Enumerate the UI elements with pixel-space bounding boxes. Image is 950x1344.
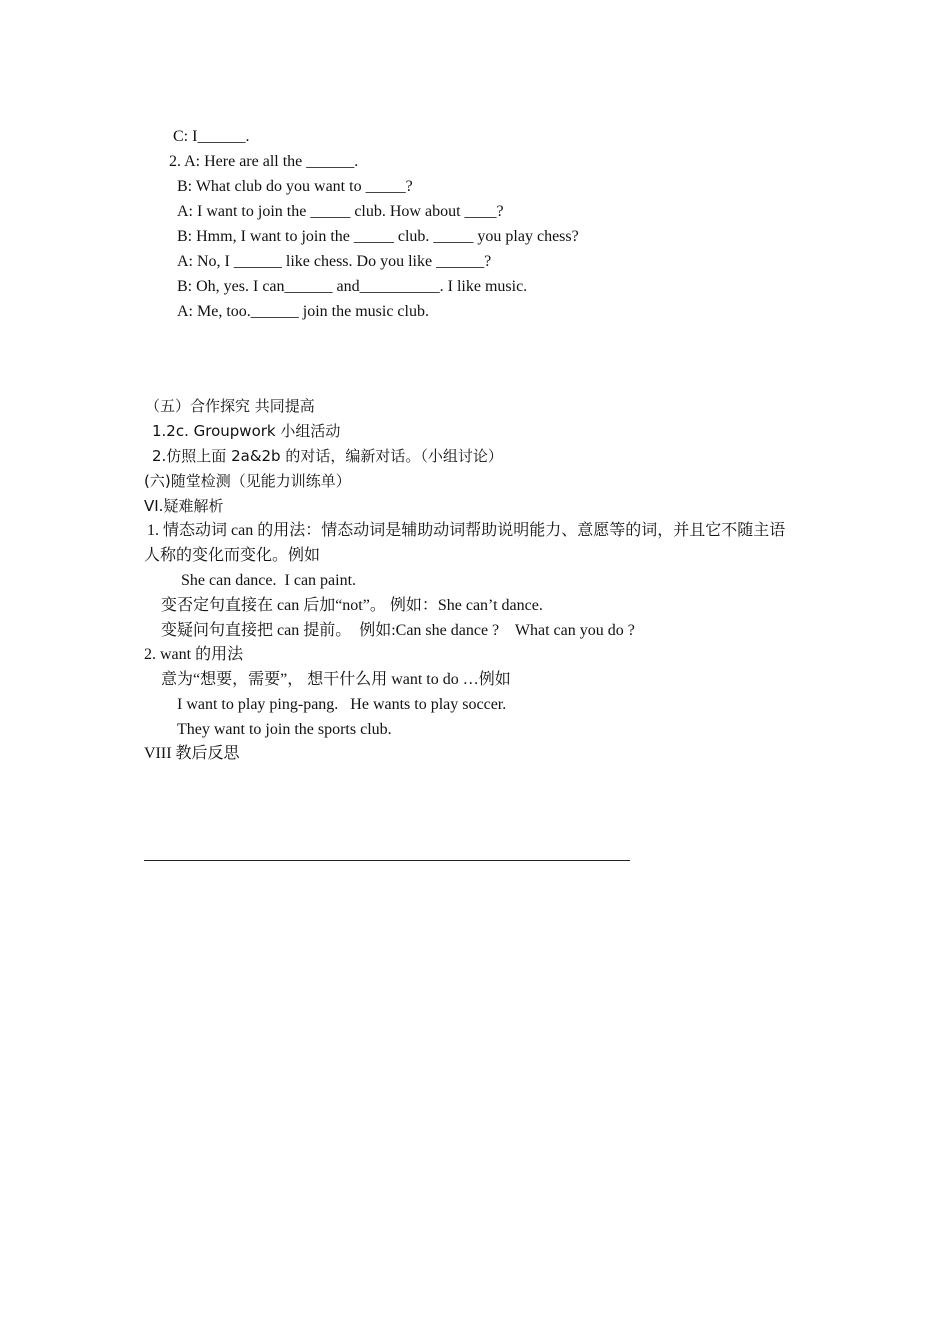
section-vi-heading: VI.疑难解析	[144, 497, 224, 515]
want-example-2: They want to join the sports club.	[177, 721, 392, 738]
want-usage-description: 意为“想要，需要”， 想干什么用 want to do …例如	[161, 671, 511, 688]
dialogue-line-2a: 2. A: Here are all the ______.	[169, 153, 359, 170]
groupwork-item: 1.2c. Groupwork 小组活动	[152, 422, 341, 440]
dialogue-line-a2: A: No, I ______ like chess. Do you like ______?	[177, 253, 492, 270]
reflection-blank-line	[144, 860, 630, 861]
dialogue-line-a3: A: Me, too.______ join the music club.	[177, 303, 429, 320]
dialogue-line-b1: B: What club do you want to _____?	[177, 178, 413, 195]
dialogue-line-c: C: I______.	[173, 128, 250, 145]
dialogue-line-a1: A: I want to join the _____ club. How about ____?	[177, 203, 504, 220]
dialogue-line-b2: B: Hmm, I want to join the _____ club. _____ you play chess?	[177, 228, 579, 245]
want-example-1: I want to play ping-pang. He wants to play soccer.	[177, 696, 507, 713]
section-five-heading: （五）合作探究 共同提高	[145, 397, 315, 415]
section-six-heading: (六)随堂检测（见能力训练单）	[144, 472, 351, 490]
can-example: She can dance. I can paint.	[181, 572, 357, 589]
can-usage-paragraph: 1. 情态动词 can 的用法：情态动词是辅助动词帮助说明能力、意愿等的词，并且它不随主语	[147, 522, 786, 539]
want-usage-heading: 2. want 的用法	[144, 646, 244, 663]
can-question-rule: 变疑问句直接把 can 提前。 例如:Can she dance ? What can you do ?	[161, 622, 635, 639]
new-dialogue-item: 2.仿照上面 2a&2b 的对话，编新对话。（小组讨论）	[152, 447, 503, 465]
can-usage-paragraph-cont: 人称的变化而变化。例如	[144, 547, 321, 564]
can-negative-rule: 变否定句直接在 can 后加“not”。 例如：She can’t dance.	[161, 597, 543, 614]
dialogue-line-b3: B: Oh, yes. I can______ and__________. I like music.	[177, 278, 528, 295]
section-viii-heading: VIII 教后反思	[144, 745, 240, 762]
